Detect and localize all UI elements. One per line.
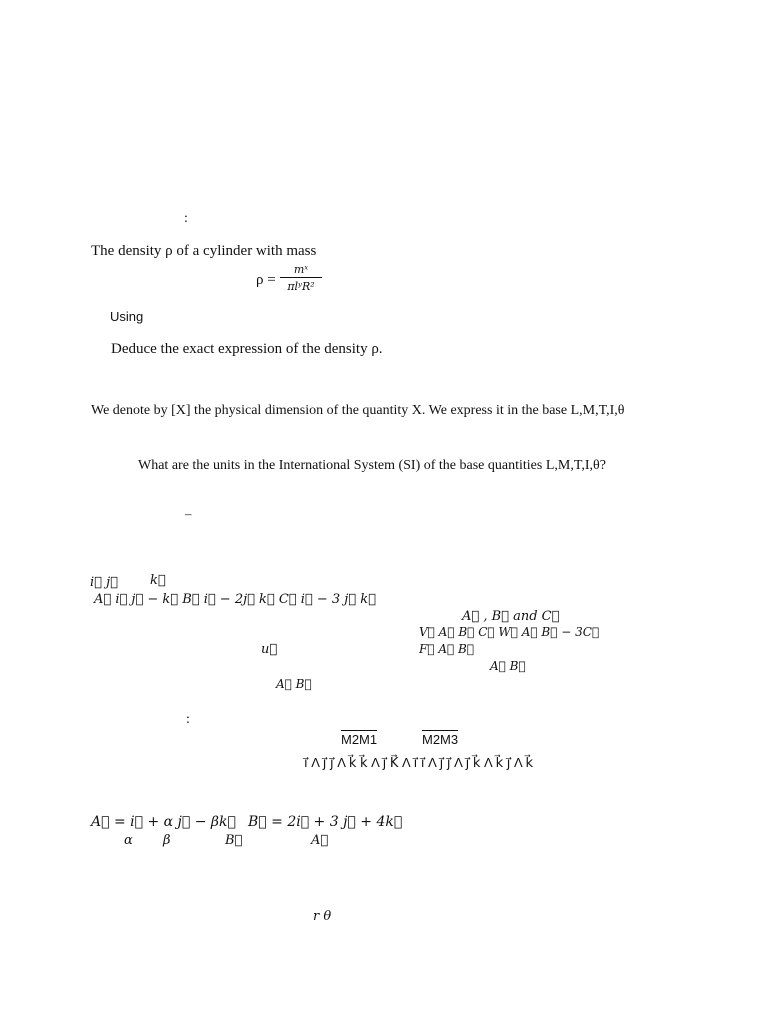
- vectors-v-w: V⃗ A⃗ B⃗ C⃗ W⃗ A⃗ B⃗ − 3C⃗: [419, 625, 600, 639]
- fraction-numerator: mˣ: [293, 263, 309, 276]
- unit-vector-u: u⃗: [261, 642, 278, 657]
- unit-vectors-ij: i⃗ j⃗: [90, 575, 118, 590]
- vector-b-equation: B⃗ = 2i⃗ + 3 j⃗ + 4k⃗: [248, 814, 403, 830]
- vector-f: F⃗ A⃗ B⃗: [419, 642, 475, 656]
- fraction-bar: [280, 277, 322, 278]
- vector-m2m1: M2M1: [341, 732, 378, 747]
- fraction-denominator: πlʸR²: [287, 280, 315, 293]
- vectors-a-b-left: A⃗ B⃗: [276, 677, 312, 691]
- beta-symbol: β: [163, 833, 171, 848]
- cross-products-list: i⃗ Λ j⃗ j⃗ Λ k⃗ k⃗ Λ j⃗ K⃗ Λ i⃗ i⃗ Λ j⃗ j⃗ Λ j⃗ k⃗ Λ k⃗ j⃗ Λ k⃗: [304, 755, 534, 770]
- vector-a-label: A⃗: [311, 833, 329, 848]
- vector-a-equation: A⃗ = i⃗ + α j⃗ − βk⃗: [91, 814, 236, 830]
- using-label: Using: [110, 309, 144, 324]
- si-units-question: What are the units in the International System (SI) of the base quantities L,M,T,I,θ?: [138, 458, 606, 473]
- alpha-symbol: α: [124, 833, 133, 848]
- rho-equals: ρ =: [256, 272, 276, 288]
- density-intro-text: The density ρ of a cylinder with mass: [91, 243, 317, 259]
- vector-m2m3: M2M3: [422, 732, 459, 747]
- unit-vector-k: k⃗: [150, 573, 166, 588]
- dimension-definition: We denote by [X] the physical dimension of the quantity X. We express it in the base L,M,T,I,θ: [91, 403, 625, 418]
- density-fraction: [280, 263, 322, 293]
- vectors-a-b-right: A⃗ B⃗: [490, 659, 526, 673]
- vector-definitions: A⃗ i⃗ j⃗ − k⃗ B⃗ i⃗ − 2j⃗ k⃗ C⃗ i⃗ − 3 j⃗ k⃗: [94, 592, 376, 607]
- vector-b-label: B⃗: [225, 833, 243, 848]
- deduce-instruction: Deduce the exact expression of the density ρ.: [111, 341, 383, 357]
- vectors-abc: A⃗ , B⃗ and C⃗: [462, 609, 560, 624]
- colon-marker-2: :: [186, 712, 190, 727]
- dash-marker: –: [185, 506, 192, 521]
- colon-marker: :: [184, 211, 188, 226]
- polar-coordinates: r θ: [313, 909, 332, 924]
